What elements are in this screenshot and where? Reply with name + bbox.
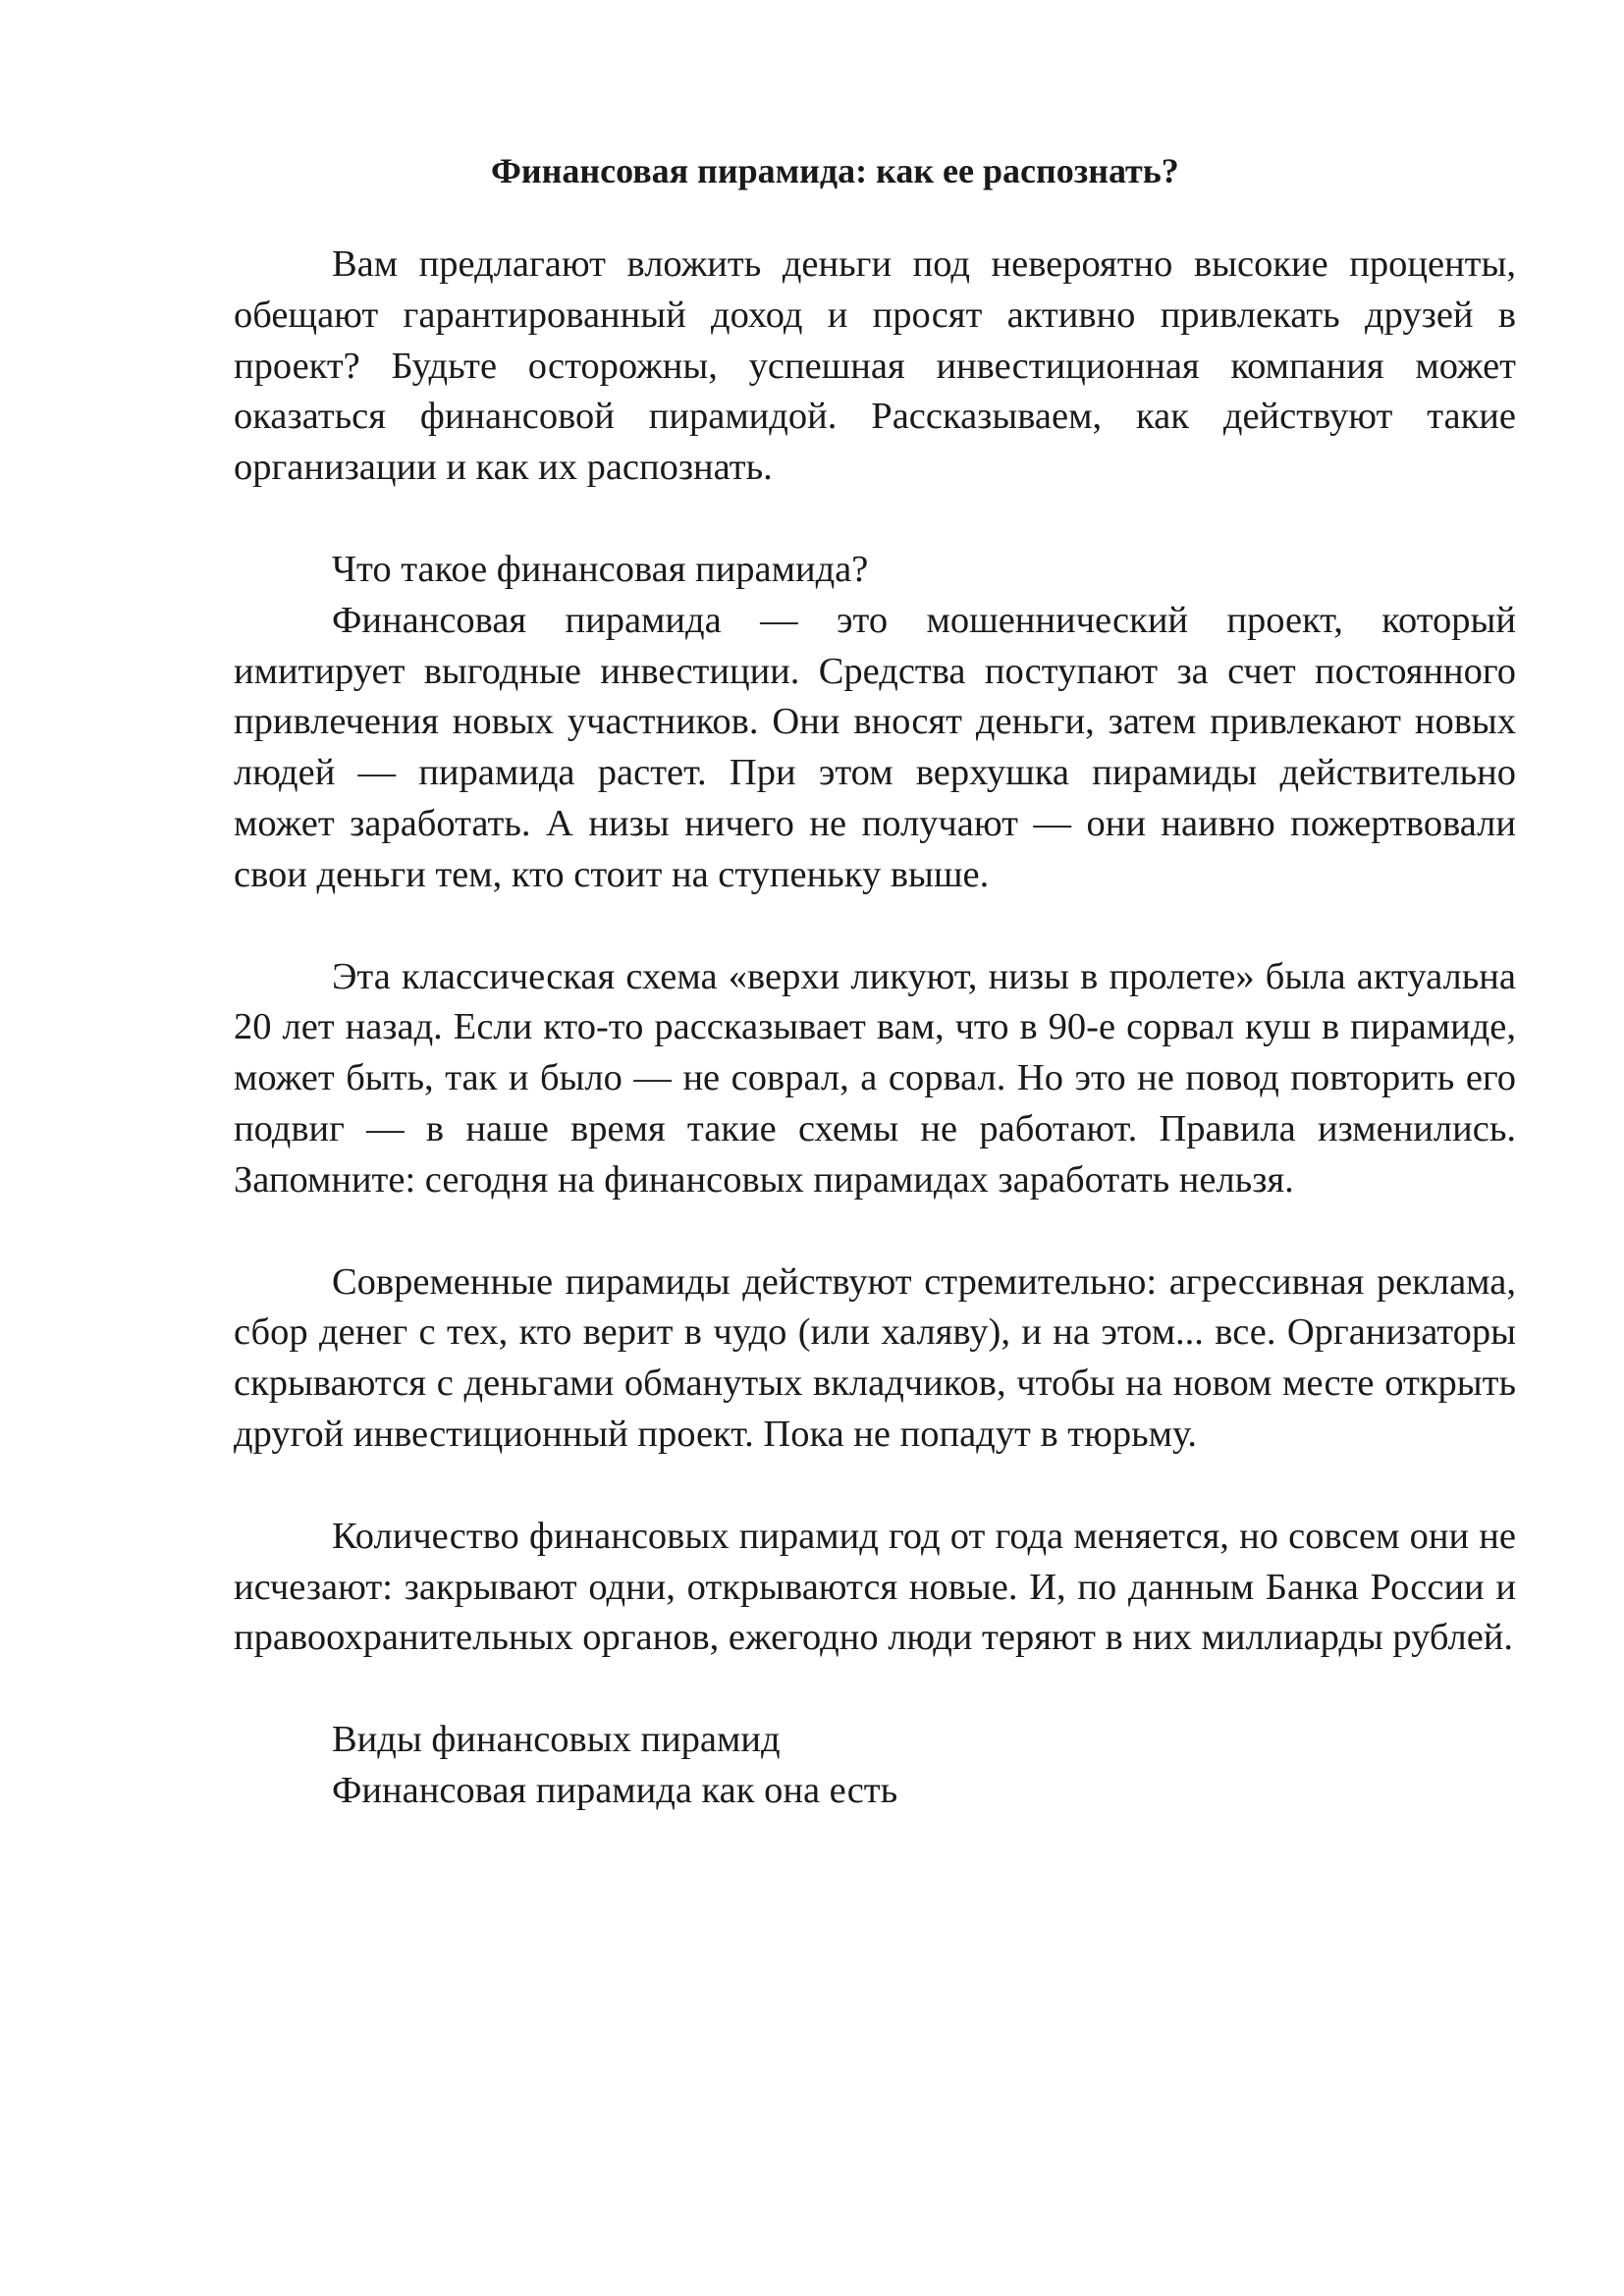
paragraph: Современные пирамиды действуют стремительно: агрессивная реклама, сбор денег с тех, кто верит в чудо (или халяву), и на этом... все. Организаторы скрываются с деньгами обманутых вкладчиков, чтобы на новом месте открыть другой инвестиционный проект. Пока не попадут в тюрьму. — [234, 1260, 1516, 1455]
spacer — [234, 1206, 1516, 1257]
spacer — [234, 901, 1516, 952]
section-heading: Виды финансовых пирамид — [332, 1719, 781, 1761]
spacer — [234, 1664, 1516, 1715]
intro-paragraph: Вам предлагают вложить деньги под невероятно высокие проценты, обещают гарантированный доход и просят активно привлекать друзей в проект? Будьте осторожны, успешная инвестиционная компания может оказаться финансовой пирамидой. Рассказываем, как действуют такие организации и как их распознать. — [234, 243, 1516, 489]
document-title: Финансовая пирамида: как ее распознать? — [491, 151, 1179, 190]
paragraph: Количество финансовых пирамид год от года меняется, но совсем они не исчезают: закрывают одни, открываются новые. И, по данным Банка России и правоохранительных органов, ежегодно люди теряют в них миллиарды рублей. — [234, 1515, 1516, 1659]
spacer — [234, 1461, 1516, 1512]
paragraph: Эта классическая схема «верхи ликуют, низы в пролете» была актуальна 20 лет назад. Если кто-то рассказывает вам, что в 90-е сорвал куш в пирамиде, может быть, так и было — не соврал, а сорвал. Но это не повод повторить его подвиг — в наше время такие схемы не работают. Правила изменились. Запомните: сегодня на финансовых пирамидах заработать нельзя. — [234, 955, 1516, 1201]
document-page — [234, 149, 1516, 1817]
section-heading: Что такое финансовая пирамида? — [332, 548, 869, 590]
paragraph: Финансовая пирамида — это мошеннический проект, который имитирует выгодные инвестиции. Средства поступают за счет постоянного привлечения новых участников. Они вносят деньги, затем привлекают новых людей — пирамида растет. При этом верхушка пирамиды действительно может заработать. А низы ничего не получают — они наивно пожертвовали свои деньги тем, кто стоит на ступеньку выше. — [234, 599, 1516, 895]
spacer — [234, 494, 1516, 545]
subsection-heading: Финансовая пирамида как она есть — [332, 1769, 898, 1811]
